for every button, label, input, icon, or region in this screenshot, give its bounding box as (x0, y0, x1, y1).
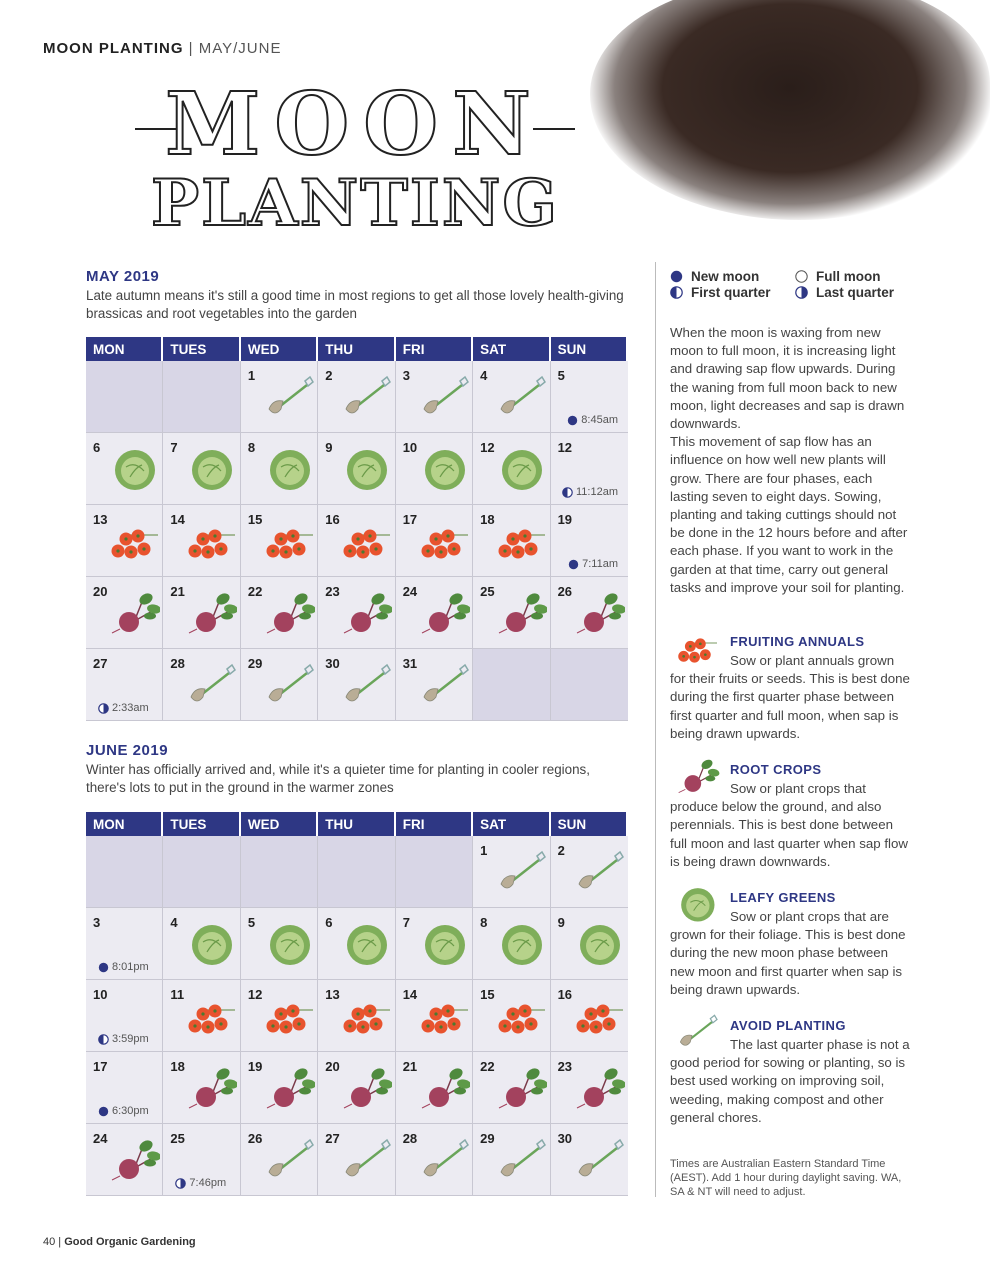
day-cell (473, 1052, 550, 1124)
day-number: 1 (480, 843, 488, 858)
day-number: 16 (325, 512, 340, 527)
day-cell (396, 505, 473, 577)
day-number: 11 (170, 987, 185, 1002)
day-number: 25 (480, 584, 495, 599)
day-number: 12 (480, 440, 495, 455)
day-number: 4 (480, 368, 488, 383)
moon-phase (562, 486, 618, 498)
weekday-header: WED (241, 337, 318, 361)
cabbage-icon (495, 920, 547, 968)
tomato-icon (263, 517, 315, 565)
day-cell (86, 505, 163, 577)
first-moon-icon (98, 1034, 109, 1045)
day-cell (86, 433, 163, 505)
day-cell (86, 577, 163, 649)
day-number: 13 (325, 987, 340, 1002)
day-number: 8 (480, 915, 488, 930)
day-number: 22 (480, 1059, 495, 1074)
day-number: 13 (93, 512, 108, 527)
day-number: 4 (170, 915, 178, 930)
cabbage-icon (185, 920, 237, 968)
shovel-icon (573, 1136, 625, 1184)
day-cell (86, 908, 163, 980)
moon-time: 8:01pm (112, 961, 149, 973)
full-moon-icon (795, 270, 808, 283)
moon-time: 8:45am (581, 414, 618, 426)
shovel-icon (263, 1136, 315, 1184)
first-moon-icon (562, 487, 573, 498)
day-number: 31 (402, 656, 418, 671)
moon-time: 6:30pm (112, 1105, 149, 1117)
section-heading: AVOID PLANTING (730, 1018, 846, 1033)
empty-day-cell (163, 361, 240, 433)
day-cell (163, 1052, 240, 1124)
beet-icon (670, 756, 724, 796)
weekday-header: SUN (551, 812, 628, 836)
day-cell (473, 908, 550, 980)
section-body: Sow or plant annuals grown for their fruits or seeds. This is best done during the first quarter phase between first quarter and full moon, when sap is being drawn upwards. (670, 653, 910, 741)
day-number: 12 (557, 440, 573, 455)
day-cell (473, 980, 550, 1052)
day-cell (318, 505, 395, 577)
shovel-icon (670, 1012, 724, 1052)
day-cell (318, 908, 395, 980)
day-cell (551, 908, 628, 980)
tomato-icon (263, 992, 315, 1040)
shovel-icon (263, 373, 315, 421)
empty-day-cell (86, 836, 163, 908)
intro-text (670, 324, 910, 597)
weekday-header: SAT (473, 812, 550, 836)
weekday-header: THU (318, 337, 395, 361)
column-divider (655, 262, 656, 1197)
moon-phase (98, 702, 149, 714)
day-cell (396, 577, 473, 649)
section-kicker: MOON PLANTING | MAY/JUNE (43, 40, 282, 57)
weekday-header: MON (86, 337, 163, 361)
beet-icon (340, 589, 392, 637)
beet-icon (108, 589, 160, 637)
day-cell (318, 577, 395, 649)
day-number: 25 (170, 1131, 185, 1146)
cabbage-icon (495, 445, 547, 493)
moon-time: 3:59pm (112, 1033, 149, 1045)
day-cell (241, 1052, 318, 1124)
day-number: 21 (402, 1059, 418, 1074)
moon-phase (98, 1033, 149, 1045)
day-cell (318, 1124, 395, 1196)
weekday-header: FRI (396, 812, 473, 836)
beet-icon (495, 589, 547, 637)
day-number: 12 (247, 987, 263, 1002)
moon-time: 11:12am (576, 486, 618, 498)
day-cell (163, 577, 240, 649)
day-cell (86, 1052, 163, 1124)
weekday-header: TUES (163, 337, 240, 361)
day-number: 7 (402, 915, 410, 930)
legend-label: Full moon (816, 269, 881, 284)
day-number: 15 (247, 512, 263, 527)
shovel-icon (495, 373, 547, 421)
day-cell (551, 980, 628, 1052)
tomato-icon (418, 517, 470, 565)
tomato-icon (495, 517, 547, 565)
day-number: 22 (247, 584, 263, 599)
day-cell (241, 1124, 318, 1196)
empty-day-cell (396, 836, 473, 908)
day-cell (163, 433, 240, 505)
day-number: 30 (325, 656, 340, 671)
new-moon-icon (98, 962, 109, 973)
section-root-crops (670, 762, 910, 871)
may-heading: MAY 2019 (86, 268, 160, 285)
moon-phase (98, 961, 149, 973)
section-body: Sow or plant crops that produce below the ground, and also perennials. This is best done between full moon and last quarter when sap flow is being drawn downwards. (670, 781, 909, 869)
day-number: 26 (557, 584, 573, 599)
day-number: 5 (247, 915, 256, 930)
day-number: 18 (170, 1059, 185, 1074)
may-description: Late autumn means it's still a good time in most regions to get all those lovely health-giving brassicas and root vegetables into the garden (86, 288, 624, 322)
day-number: 23 (557, 1059, 573, 1074)
day-number: 3 (402, 368, 410, 383)
new-moon-icon (568, 559, 579, 570)
day-cell (473, 1124, 550, 1196)
day-cell (318, 980, 395, 1052)
legend-label: New moon (691, 269, 760, 284)
section-avoid-planting (670, 1018, 910, 1127)
cabbage-icon (418, 920, 470, 968)
publication-name: Good Organic Gardening (64, 1236, 196, 1248)
beet-icon (418, 589, 470, 637)
cabbage-icon (418, 445, 470, 493)
day-cell (473, 836, 550, 908)
tomato-icon (340, 992, 392, 1040)
day-cell (318, 361, 395, 433)
tomato-icon (495, 992, 547, 1040)
day-cell (163, 649, 240, 721)
tomato-icon (573, 992, 625, 1040)
day-cell (241, 577, 318, 649)
last-quarter-icon (795, 286, 808, 299)
day-number: 30 (557, 1131, 573, 1146)
day-number: 16 (557, 987, 573, 1002)
day-number: 28 (402, 1131, 418, 1146)
day-cell (551, 1124, 628, 1196)
shovel-icon (418, 1136, 470, 1184)
day-number: 15 (480, 987, 495, 1002)
day-cell (241, 908, 318, 980)
cabbage-icon (573, 920, 625, 968)
beet-icon (340, 1064, 392, 1112)
page-number: 40 (43, 1236, 56, 1248)
day-number: 28 (170, 656, 185, 671)
day-number: 9 (557, 915, 565, 930)
day-cell (396, 433, 473, 505)
beet-icon (573, 1064, 625, 1112)
day-number: 29 (480, 1131, 495, 1146)
day-number: 3 (93, 915, 101, 930)
june-heading: JUNE 2019 (86, 742, 169, 759)
tomato-icon (340, 517, 392, 565)
shovel-icon (418, 661, 470, 709)
legend-new (670, 269, 795, 284)
day-cell (241, 505, 318, 577)
beet-icon (418, 1064, 470, 1112)
day-cell (551, 836, 628, 908)
beet-icon (185, 1064, 237, 1112)
day-number: 29 (247, 656, 263, 671)
day-number: 9 (325, 440, 333, 455)
moon-time: 7:46pm (189, 1177, 227, 1189)
day-number: 20 (93, 584, 108, 599)
day-cell (473, 433, 550, 505)
moon-time: 2:33am (112, 702, 149, 714)
cabbage-icon (340, 445, 392, 493)
section-heading: LEAFY GREENS (730, 890, 836, 905)
day-number: 21 (170, 584, 185, 599)
may-calendar (86, 337, 628, 721)
empty-day-cell (86, 361, 163, 433)
section-leafy-greens (670, 890, 910, 999)
day-cell (86, 1124, 163, 1196)
section-fruiting-annuals (670, 634, 910, 743)
intro-paragraph: This movement of sap flow has an influence on how well new plants will grow. There are four phases, each lasting seven to eight days. Sowing, planting and taking cuttings should not be done in the 12 hours before and after each phase. If you want to work in the garden at that time, carry out general tasks and improve your soil for planting. (670, 434, 908, 595)
last-moon-icon (98, 703, 109, 714)
day-cell (396, 361, 473, 433)
day-number: 24 (93, 1131, 108, 1146)
beet-icon (573, 589, 625, 637)
legend-label: First quarter (691, 285, 771, 300)
shovel-icon (263, 661, 315, 709)
weekday-header: TUES (163, 812, 240, 836)
day-cell (551, 1052, 628, 1124)
last-moon-icon (175, 1178, 186, 1189)
cabbage-icon (340, 920, 392, 968)
day-cell (163, 505, 240, 577)
empty-day-cell (318, 836, 395, 908)
beet-icon (495, 1064, 547, 1112)
section-body: Sow or plant crops that are grown for their foliage. This is best done during the new moon phase between new moon and first quarter when sap is being drawn upwards. (670, 909, 906, 997)
beet-icon (108, 1136, 160, 1184)
day-cell (86, 649, 163, 721)
moon-time: 7:11am (582, 558, 618, 570)
day-number: 14 (402, 987, 418, 1002)
day-number: 19 (557, 512, 573, 527)
empty-day-cell (551, 649, 628, 721)
title-line2: PLANTING (151, 166, 559, 241)
day-cell (318, 433, 395, 505)
day-cell (551, 505, 628, 577)
day-number: 2 (557, 843, 565, 858)
timezone-note: Times are Australian Eastern Standard Time (AEST). Add 1 hour during daylight saving. WA, SA & NT will need to adjust. (670, 1158, 902, 1198)
shovel-icon (340, 661, 392, 709)
june-calendar (86, 812, 628, 1196)
day-cell (241, 361, 318, 433)
empty-day-cell (163, 836, 240, 908)
day-cell (473, 577, 550, 649)
day-number: 7 (170, 440, 178, 455)
day-number: 8 (247, 440, 256, 455)
day-cell (318, 649, 395, 721)
day-cell (318, 1052, 395, 1124)
weekday-header: MON (86, 812, 163, 836)
day-cell (396, 649, 473, 721)
shovel-icon (495, 1136, 547, 1184)
section-heading: FRUITING ANNUALS (730, 634, 865, 649)
day-number: 17 (93, 1059, 108, 1074)
day-cell (86, 980, 163, 1052)
moon-phase (98, 1105, 149, 1117)
beet-icon (263, 589, 315, 637)
soil-image (590, 0, 990, 220)
weekday-header: THU (318, 812, 395, 836)
day-cell (396, 1052, 473, 1124)
cabbage-icon (263, 445, 315, 493)
moon-phase (567, 414, 618, 426)
day-number: 24 (402, 584, 418, 599)
day-cell (473, 505, 550, 577)
day-cell (551, 433, 628, 505)
empty-day-cell (473, 649, 550, 721)
beet-icon (263, 1064, 315, 1112)
shovel-icon (573, 848, 625, 896)
tomato-icon (670, 628, 724, 668)
shovel-icon (340, 373, 392, 421)
beet-icon (185, 589, 237, 637)
day-cell (551, 577, 628, 649)
weekday-header: WED (241, 812, 318, 836)
new-moon-icon (670, 270, 683, 283)
day-cell (241, 649, 318, 721)
day-number: 10 (93, 987, 108, 1002)
day-cell (396, 1124, 473, 1196)
first-quarter-icon (670, 286, 683, 299)
day-number: 1 (247, 368, 256, 383)
cabbage-icon (185, 445, 237, 493)
weekday-header: SUN (551, 337, 628, 361)
day-number: 17 (402, 512, 418, 527)
weekday-header: FRI (396, 337, 473, 361)
new-moon-icon (98, 1106, 109, 1117)
legend-last (795, 285, 910, 300)
day-number: 6 (325, 915, 333, 930)
cabbage-icon (263, 920, 315, 968)
day-number: 18 (480, 512, 495, 527)
moon-phase (568, 558, 618, 570)
moon-legend (670, 269, 910, 300)
day-cell (163, 980, 240, 1052)
tomato-icon (185, 517, 237, 565)
title-line1: MOON (165, 74, 545, 175)
day-cell (473, 361, 550, 433)
issue-label: MAY/JUNE (198, 40, 282, 57)
weekday-header: SAT (473, 337, 550, 361)
shovel-icon (340, 1136, 392, 1184)
legend-full (795, 269, 910, 284)
day-cell (163, 1124, 240, 1196)
new-moon-icon (567, 415, 578, 426)
day-cell (396, 980, 473, 1052)
cabbage-icon (108, 445, 160, 493)
day-number: 5 (557, 368, 565, 383)
day-number: 10 (402, 440, 418, 455)
day-cell (163, 908, 240, 980)
shovel-icon (185, 661, 237, 709)
day-number: 14 (170, 512, 185, 527)
day-number: 2 (325, 368, 333, 383)
day-number: 27 (93, 656, 108, 671)
day-number: 6 (93, 440, 101, 455)
section-body: The last quarter phase is not a good period for sowing or planting, so is best used working on improving soil, weeding, making compost and other general chores. (670, 1037, 910, 1125)
tomato-icon (418, 992, 470, 1040)
day-cell (241, 433, 318, 505)
section-label: MOON PLANTING (43, 40, 184, 57)
day-cell (551, 361, 628, 433)
june-description: Winter has officially arrived and, while it's a quieter time for planting in cooler regions, there's lots to put in the ground in the warmer zones (86, 762, 590, 796)
section-heading: ROOT CROPS (730, 762, 822, 777)
day-number: 26 (247, 1131, 263, 1146)
intro-paragraph: When the moon is waxing from new moon to full moon, it is increasing light and drawing sap flow upwards. During the waning from full moon back to new moon, light decreases and sap is drawn downwards. (670, 325, 905, 432)
empty-day-cell (241, 836, 318, 908)
shovel-icon (495, 848, 547, 896)
day-number: 27 (325, 1131, 340, 1146)
tomato-icon (185, 992, 237, 1040)
day-number: 20 (325, 1059, 340, 1074)
shovel-icon (418, 373, 470, 421)
day-number: 19 (247, 1059, 263, 1074)
legend-label: Last quarter (816, 285, 895, 300)
legend-first (670, 285, 795, 300)
day-number: 23 (325, 584, 340, 599)
day-cell (396, 908, 473, 980)
tomato-icon (108, 517, 160, 565)
moon-phase (175, 1177, 226, 1189)
page-footer: 40 | Good Organic Gardening (43, 1236, 196, 1248)
day-cell (241, 980, 318, 1052)
cabbage-icon (670, 884, 724, 924)
